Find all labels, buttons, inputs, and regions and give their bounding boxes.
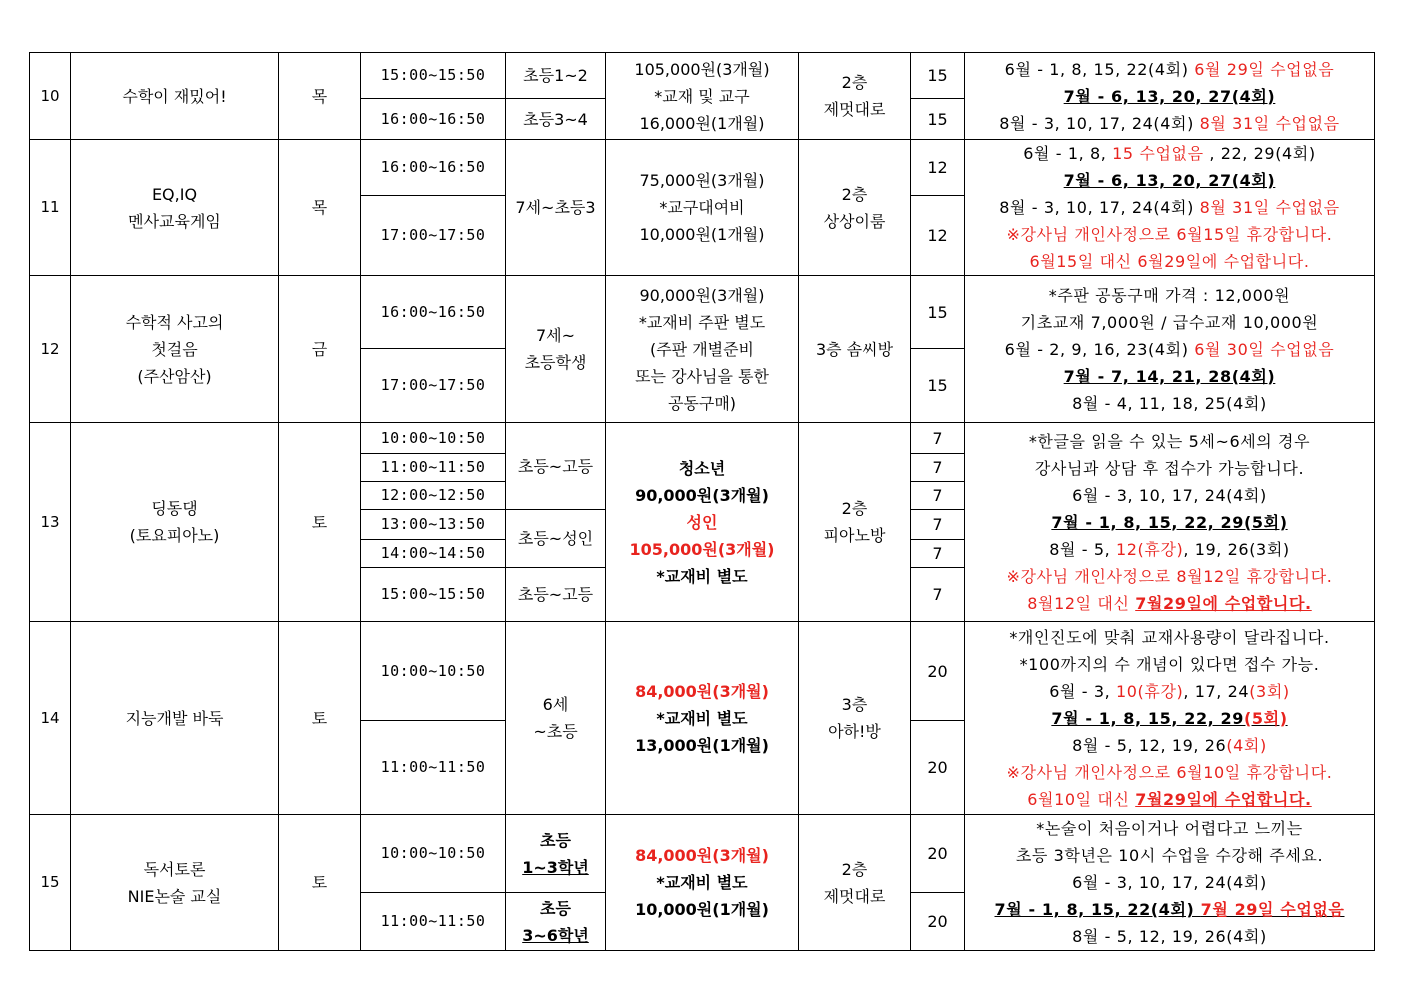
capacity: 12: [911, 196, 965, 276]
class-room: 3층 솜씨방: [799, 276, 911, 423]
class-notes: *논술이 처음이거나 어렵다고 느끼는 초등 3학년은 10시 수업을 수강해 주세요. 6월 - 3, 10, 17, 24(4회) 7월 - 1, 8, 15, 22(4회) 7월 29일 수업없음 8월 - 5, 12, 19, 26(4회): [965, 815, 1375, 951]
class-time: 11:00~11:50: [361, 454, 506, 482]
class-fee: 84,000원(3개월) *교재비 별도 10,000원(1개월): [606, 815, 799, 951]
capacity: 15: [911, 276, 965, 349]
class-name: 수학적 사고의 첫걸음 (주산암산): [71, 276, 279, 423]
capacity: 15: [911, 349, 965, 423]
class-time: 13:00~13:50: [361, 510, 506, 540]
class-time: 17:00~17:50: [361, 196, 506, 276]
capacity: 15: [911, 99, 965, 140]
table-row-10: [30, 53, 1375, 99]
table-row-12: [30, 276, 1375, 349]
class-fee: 105,000원(3개월) *교재 및 교구 16,000원(1개월): [606, 53, 799, 140]
target-grade: 초등1~2: [506, 53, 606, 99]
class-room: 2층 상상이룸: [799, 140, 911, 276]
table-row-11: [30, 140, 1375, 196]
class-number: 13: [30, 423, 71, 622]
class-time: 10:00~10:50: [361, 622, 506, 721]
class-number: 14: [30, 622, 71, 815]
class-time: 12:00~12:50: [361, 482, 506, 510]
target-grade: 초등~고등: [506, 568, 606, 622]
capacity: 7: [911, 423, 965, 454]
class-room: 3층 아하!방: [799, 622, 911, 815]
capacity: 15: [911, 53, 965, 99]
class-notes: 6월 - 1, 8, 15 수업없음 , 22, 29(4회) 7월 - 6, 13, 20, 27(4회) 8월 - 3, 10, 17, 24(4회) 8월 31일 수업없음 ※강사님 개인사정으로 6월15일 휴강합니다. 6월15일 대신 6월29일에 수업합니다.: [965, 140, 1375, 276]
class-day: 목: [279, 140, 361, 276]
class-name: 독서토론 NIE논술 교실: [71, 815, 279, 951]
class-fee: 75,000원(3개월) *교구대여비 10,000원(1개월): [606, 140, 799, 276]
class-room: 2층 피아노방: [799, 423, 911, 622]
class-time: 15:00~15:50: [361, 53, 506, 99]
target-grade: 초등~고등: [506, 423, 606, 510]
class-time: 10:00~10:50: [361, 423, 506, 454]
class-time: 16:00~16:50: [361, 276, 506, 349]
class-number: 11: [30, 140, 71, 276]
class-number: 12: [30, 276, 71, 423]
class-name: 지능개발 바둑: [71, 622, 279, 815]
target-grade: 7세~ 초등학생: [506, 276, 606, 423]
class-time: 14:00~14:50: [361, 540, 506, 568]
class-time: 11:00~11:50: [361, 721, 506, 815]
class-time: 15:00~15:50: [361, 568, 506, 622]
class-room: 2층 제멋대로: [799, 815, 911, 951]
target-grade: 7세~초등3: [506, 140, 606, 276]
table-row-14: [30, 622, 1375, 721]
class-day: 토: [279, 423, 361, 622]
schedule-table: [29, 52, 1375, 951]
class-room: 2층 제멋대로: [799, 53, 911, 140]
class-day: 목: [279, 53, 361, 140]
class-name: 수학이 재밌어!: [71, 53, 279, 140]
class-notes: 6월 - 1, 8, 15, 22(4회) 6월 29일 수업없음 7월 - 6, 13, 20, 27(4회) 8월 - 3, 10, 17, 24(4회) 8월 31일 수업없음: [965, 53, 1375, 140]
target-grade: 초등~성인: [506, 510, 606, 568]
capacity: 7: [911, 510, 965, 540]
class-day: 토: [279, 815, 361, 951]
class-name: EQ,IQ 멘사교육게임: [71, 140, 279, 276]
capacity: 7: [911, 568, 965, 622]
class-number: 15: [30, 815, 71, 951]
target-grade: 초등 3~6학년: [506, 893, 606, 951]
class-time: 11:00~11:50: [361, 893, 506, 951]
class-time: 16:00~16:50: [361, 99, 506, 140]
capacity: 7: [911, 540, 965, 568]
capacity: 20: [911, 721, 965, 815]
class-notes: *개인진도에 맞춰 교재사용량이 달라집니다. *100까지의 수 개념이 있다면 접수 가능. 6월 - 3, 10(휴강), 17, 24(3회) 7월 - 1, 8, 15, 22, 29(5회) 8월 - 5, 12, 19, 26(4회) ※강사님 개인사정으로 6월10일 휴강합니다. 6월10일 대신 7월29일에 수업합니다.: [965, 622, 1375, 815]
class-name: 딩동댕 (토요피아노): [71, 423, 279, 622]
capacity: 7: [911, 482, 965, 510]
target-grade: 6세 ~초등: [506, 622, 606, 815]
capacity: 20: [911, 815, 965, 893]
class-fee: 청소년 90,000원(3개월) 성인 105,000원(3개월) *교재비 별도: [606, 423, 799, 622]
class-day: 금: [279, 276, 361, 423]
table-row-15: [30, 815, 1375, 893]
capacity: 7: [911, 454, 965, 482]
class-notes: *주판 공동구매 가격 : 12,000원 기초교재 7,000원 / 급수교재 10,000원 6월 - 2, 9, 16, 23(4회) 6월 30일 수업없음 7월 - 7, 14, 21, 28(4회) 8월 - 4, 11, 18, 25(4회): [965, 276, 1375, 423]
table-row-13: [30, 423, 1375, 454]
class-time: 17:00~17:50: [361, 349, 506, 423]
class-day: 토: [279, 622, 361, 815]
target-grade: 초등3~4: [506, 99, 606, 140]
class-fee: 84,000원(3개월) *교재비 별도 13,000원(1개월): [606, 622, 799, 815]
class-time: 16:00~16:50: [361, 140, 506, 196]
capacity: 20: [911, 893, 965, 951]
class-number: 10: [30, 53, 71, 140]
capacity: 20: [911, 622, 965, 721]
target-grade: 초등 1~3학년: [506, 815, 606, 893]
capacity: 12: [911, 140, 965, 196]
class-fee: 90,000원(3개월) *교재비 주판 별도 (주판 개별준비 또는 강사님을 통한 공동구매): [606, 276, 799, 423]
class-time: 10:00~10:50: [361, 815, 506, 893]
class-notes: *한글을 읽을 수 있는 5세~6세의 경우 강사님과 상담 후 접수가 가능합니다. 6월 - 3, 10, 17, 24(4회) 7월 - 1, 8, 15, 22, 29(5회) 8월 - 5, 12(휴강), 19, 26(3회) ※강사님 개인사정으로 8월12일 휴강합니다. 8월12일 대신 7월29일에 수업합니다.: [965, 423, 1375, 622]
